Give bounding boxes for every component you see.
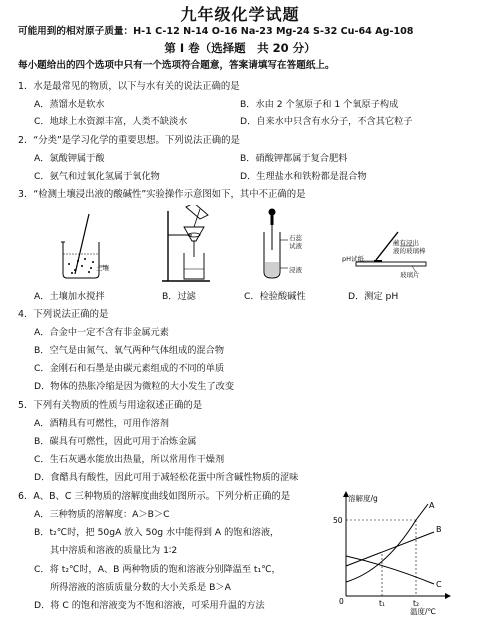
q6-option-b: B．t₂℃时，把 50gA 放入 50g 水中能得到 A 的饱和溶液， <box>34 527 280 538</box>
solubility-chart <box>330 490 476 618</box>
q5-option-a: A．酒精具有可燃性，可用作溶剂 <box>34 418 169 429</box>
curve-b <box>346 532 434 566</box>
question-6-stem: 6．A、B、C 三种物质的溶解度曲线如图所示。下列分析正确的是 <box>18 491 291 502</box>
curve-label-b: B <box>436 525 442 534</box>
question-3-stem: 3．“检测土壤浸出液的酸碱性”实验操作示意图如下，其中不正确的是 <box>18 189 306 200</box>
q6-option-c-cont: 所得溶液的溶质质量分数的大小关系是 B＞A <box>50 582 231 593</box>
q5-option-c: C．生石灰遇水能放出热量，所以常用作干燥剂 <box>34 454 225 465</box>
q3-option-b: B．过滤 <box>162 291 196 302</box>
curve-a <box>346 504 428 582</box>
q5-option-b: B．碳具有可燃性，因此可用于冶炼金属 <box>34 436 197 447</box>
curve-c <box>346 556 434 584</box>
atomic-mass-line: 可能用到的相对原子质量：H-1 C-12 N-14 O-16 Na-23 Mg-24 S-32 Cu-64 Ag-108 <box>18 26 414 37</box>
q1-option-d: D．自来水中只含有水分子，不含其它粒子 <box>240 116 413 127</box>
curve-label-c: C <box>436 580 442 589</box>
chart-ylabel: 溶解度/g <box>348 494 378 503</box>
q1-option-b: B．水由 2 个氢原子和 1 个氧原子构成 <box>240 99 399 110</box>
chart-y-tick-50: 50 <box>333 516 343 525</box>
q4-option-d: D．物体的热胀冷缩是因为微粒的大小发生了改变 <box>34 381 235 392</box>
q2-option-d: D．生理盐水和铁粉都是混合物 <box>240 171 367 182</box>
q6-option-c: C．将 t₂℃时，A、B 两种物质的饱和溶液分别降温至 t₁℃， <box>34 564 281 575</box>
q2-option-c: C．氨气和过氧化氢属于氧化物 <box>34 171 160 182</box>
label-extract: 浸液 <box>289 266 302 274</box>
chart-x-tick-t2: t₂ <box>413 599 419 608</box>
label-dropped: 蘸有浸出 <box>393 239 419 247</box>
label-glass-slide: 玻璃片 <box>400 271 420 279</box>
label-litmus-bottom: 试液 <box>289 242 302 250</box>
page-title: 九年级化学试题 <box>180 5 300 24</box>
q4-option-a: A．合金中一定不含有非金属元素 <box>34 327 169 338</box>
q3-diagram-filtration <box>150 205 230 285</box>
q4-option-c: C．金刚石和石墨是由碳元素组成的不同的单质 <box>34 363 225 374</box>
q1-option-a: A．蒸馏水是软水 <box>34 99 105 110</box>
label-liquid-rod: 液的玻璃棒 <box>393 247 426 255</box>
curve-label-a: A <box>429 501 435 510</box>
q1-option-c: C．地球上水资源丰富，人类不缺淡水 <box>34 116 188 127</box>
q4-option-b: B．空气是由氮气、氧气两种气体组成的混合物 <box>34 345 225 356</box>
question-4-stem: 4．下列说法正确的是 <box>18 309 109 320</box>
label-soil: 土壤 <box>96 264 109 272</box>
q6-option-a: A．三种物质的溶解度：A＞B＞C <box>34 509 170 520</box>
q3-option-a: A．土壤加水搅拌 <box>34 291 105 302</box>
section-title: 第 I 卷（选择题 共 20 分） <box>164 41 316 55</box>
q3-diagram-litmus <box>258 206 318 286</box>
q2-option-a: A．氯酸钾属于酸 <box>34 153 105 164</box>
chart-origin: 0 <box>339 597 344 606</box>
label-ph-paper: pH试纸 <box>342 255 365 263</box>
question-2-stem: 2．“分类”是学习化学的重要思想。下列说法正确的是 <box>18 135 240 146</box>
q3-option-d: D．测定 pH <box>348 291 399 302</box>
instructions: 每小题给出的四个选项中只有一个选项符合题意，答案请填写在答题纸上。 <box>18 60 335 71</box>
q3-option-c: C．检验酸碱性 <box>244 291 306 302</box>
label-litmus-top: 石蕊 <box>289 234 302 242</box>
chart-xlabel: 温度/℃ <box>410 607 436 616</box>
q5-option-d: D．食醋具有酸性，因此可用于减轻松花蛋中所含碱性物质的涩味 <box>34 472 299 483</box>
chart-x-tick-t1: t₁ <box>379 599 385 608</box>
q6-option-d: D．将 C 的饱和溶液变为不饱和溶液，可采用升温的方法 <box>34 600 265 611</box>
question-5-stem: 5．下列有关物质的性质与用途叙述正确的是 <box>18 400 203 411</box>
q6-option-b-cont: 其中溶质和溶液的质量比为 1∶2 <box>50 545 178 556</box>
q2-option-b: B．硝酸钾都属于复合肥料 <box>240 153 348 164</box>
question-1-stem: 1．水是最常见的物质，以下与水有关的说法正确的是 <box>18 81 240 92</box>
